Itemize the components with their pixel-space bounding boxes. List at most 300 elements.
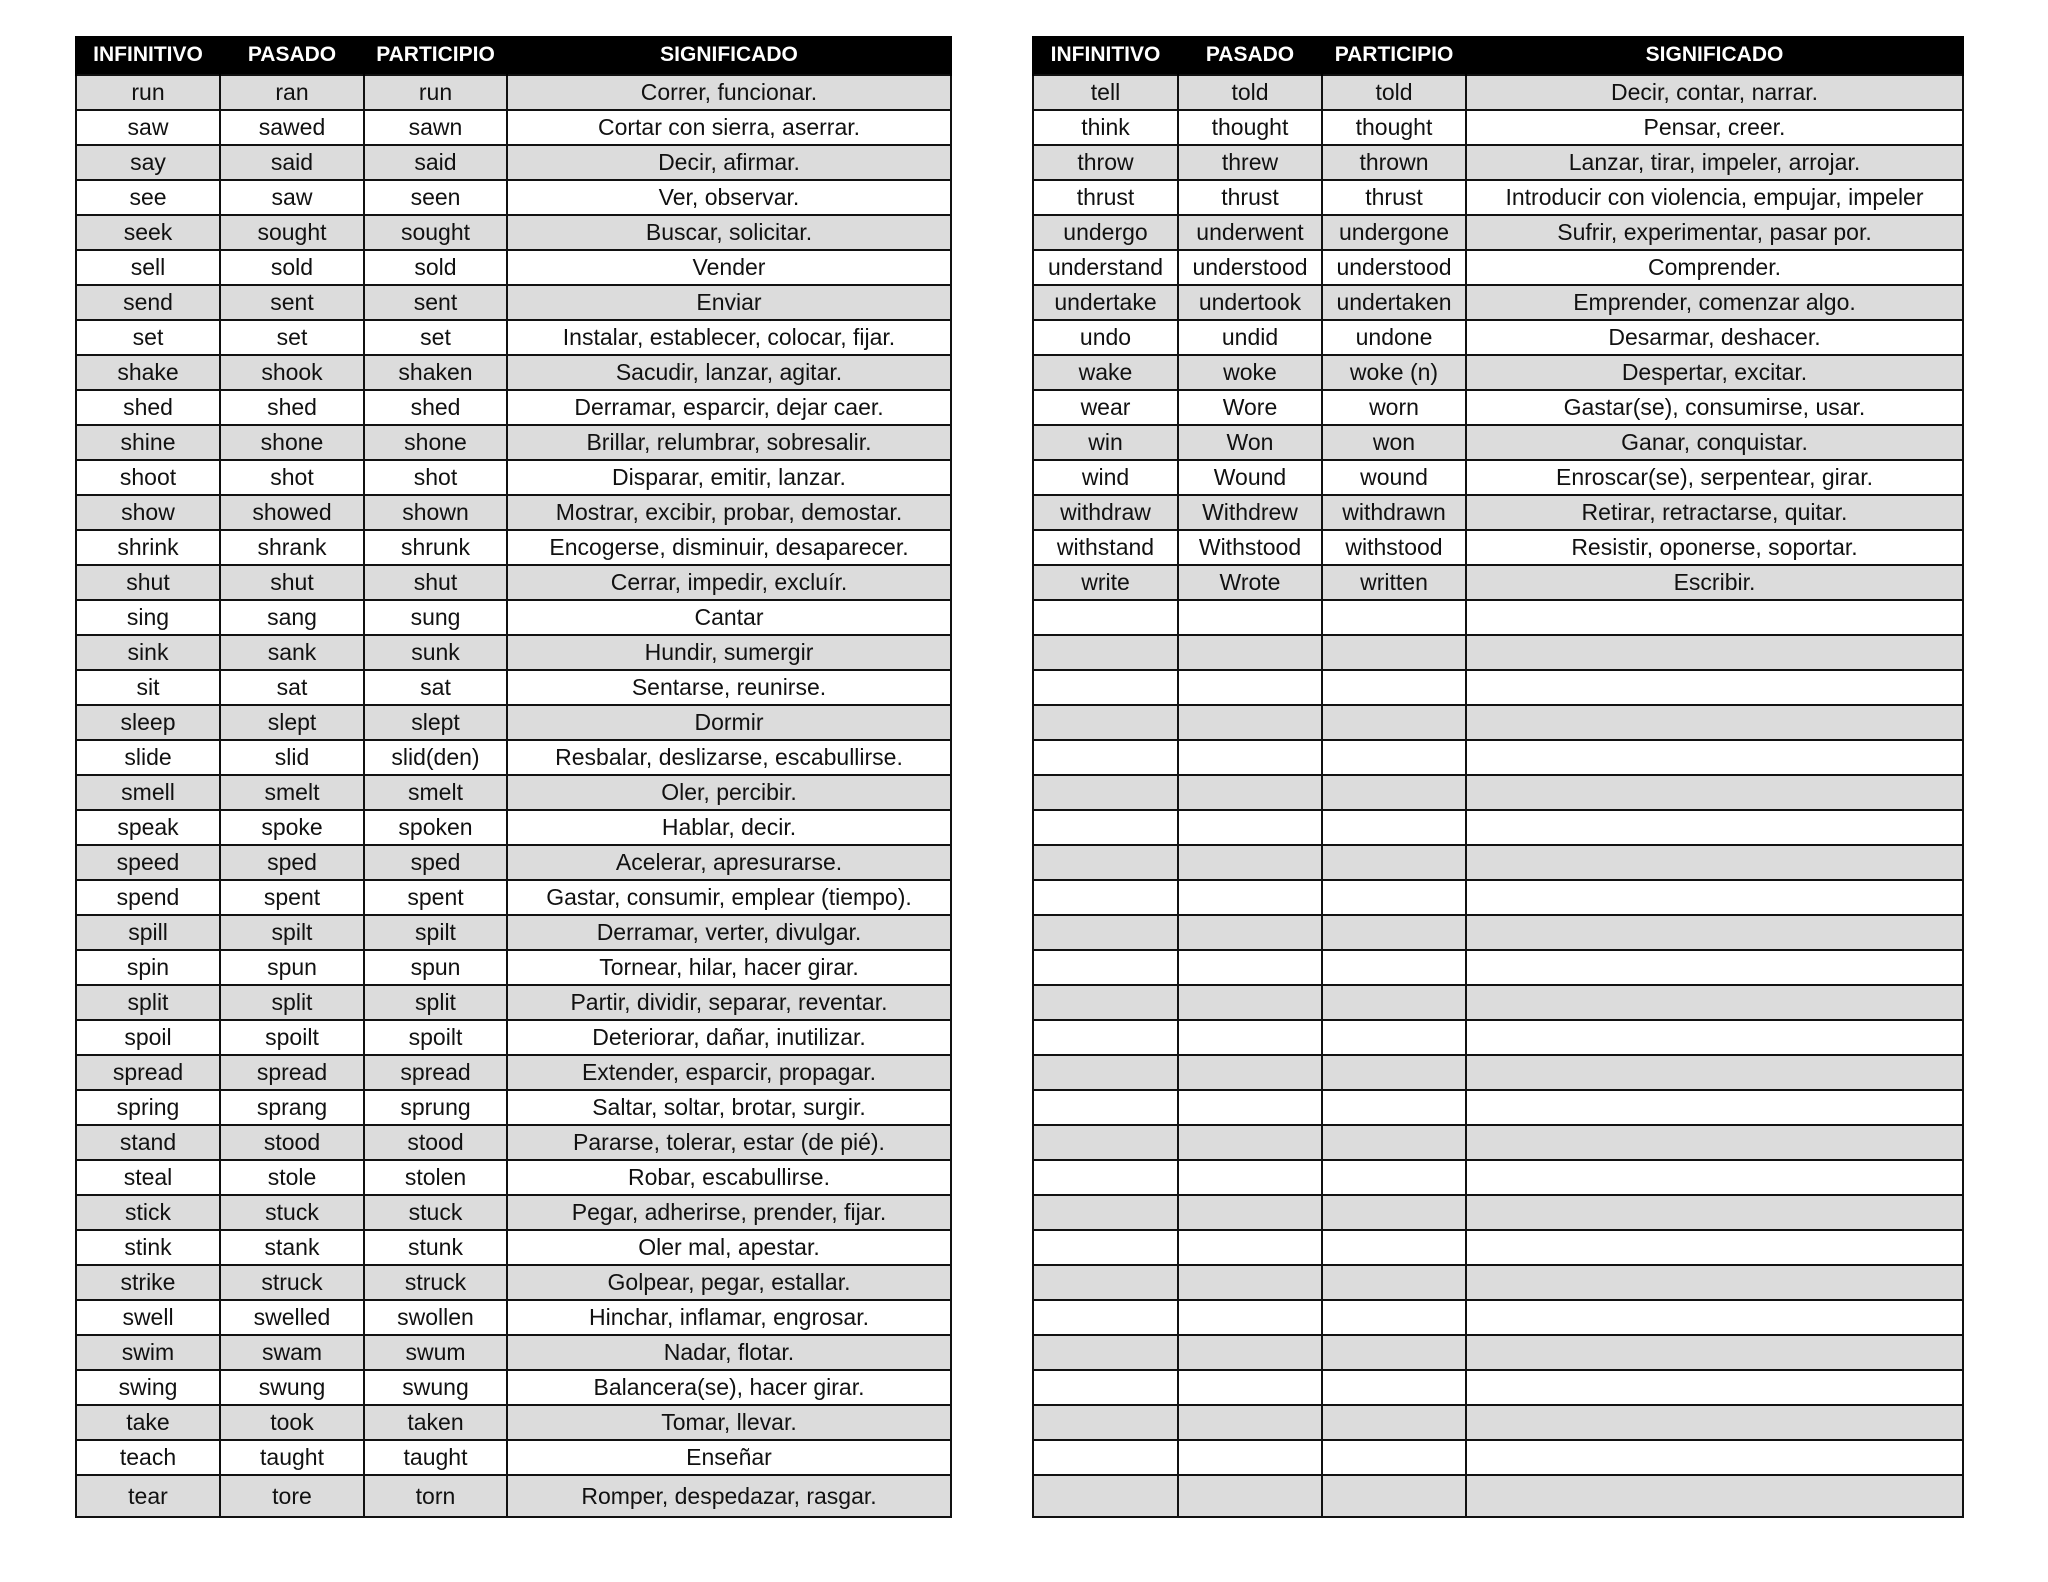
cell-infinitivo [1033, 1195, 1178, 1230]
cell-participio: sold [364, 250, 507, 285]
cell-infinitivo: shrink [76, 530, 220, 565]
empty-table-row [1033, 705, 1963, 740]
cell-infinitivo: wind [1033, 460, 1178, 495]
cell-infinitivo: speed [76, 845, 220, 880]
cell-significado: Gastar(se), consumirse, usar. [1466, 390, 1963, 425]
table-row [1033, 565, 1963, 600]
cell-significado: Decir, afirmar. [507, 145, 951, 180]
cell-infinitivo: say [76, 145, 220, 180]
cell-participio: woke (n) [1322, 355, 1466, 390]
cell-participio: thrown [1322, 145, 1466, 180]
cell-infinitivo [1033, 845, 1178, 880]
cell-pasado: showed [220, 495, 364, 530]
cell-pasado [1178, 705, 1322, 740]
cell-participio: spoken [364, 810, 507, 845]
cell-participio: sped [364, 845, 507, 880]
cell-participio: sawn [364, 110, 507, 145]
cell-infinitivo [1033, 775, 1178, 810]
cell-infinitivo: shut [76, 565, 220, 600]
table-row [1033, 75, 1963, 110]
table-row [76, 810, 951, 845]
table-row [76, 1370, 951, 1405]
cell-participio: undone [1322, 320, 1466, 355]
cell-infinitivo: sit [76, 670, 220, 705]
cell-significado: Cantar [507, 600, 951, 635]
table-row [76, 1265, 951, 1300]
cell-pasado: shot [220, 460, 364, 495]
cell-pasado [1178, 1020, 1322, 1055]
empty-table-row [1033, 775, 1963, 810]
cell-participio: withstood [1322, 530, 1466, 565]
cell-pasado [1178, 1370, 1322, 1405]
cell-infinitivo: swell [76, 1300, 220, 1335]
table-row [1033, 285, 1963, 320]
cell-pasado [1178, 1475, 1322, 1517]
table-row [76, 1125, 951, 1160]
cell-infinitivo: wake [1033, 355, 1178, 390]
empty-table-row [1033, 1370, 1963, 1405]
cell-participio: won [1322, 425, 1466, 460]
cell-pasado: swam [220, 1335, 364, 1370]
table-row [1033, 495, 1963, 530]
cell-significado: Derramar, esparcir, dejar caer. [507, 390, 951, 425]
cell-pasado: Withdrew [1178, 495, 1322, 530]
table-row [76, 1195, 951, 1230]
cell-participio: shrunk [364, 530, 507, 565]
cell-infinitivo [1033, 740, 1178, 775]
cell-significado: Derramar, verter, divulgar. [507, 915, 951, 950]
cell-pasado [1178, 1335, 1322, 1370]
cell-infinitivo [1033, 1475, 1178, 1517]
cell-infinitivo [1033, 1230, 1178, 1265]
cell-participio: said [364, 145, 507, 180]
cell-participio [1322, 1265, 1466, 1300]
cell-participio: thought [1322, 110, 1466, 145]
table-row [1033, 320, 1963, 355]
cell-pasado: Wound [1178, 460, 1322, 495]
cell-infinitivo [1033, 1405, 1178, 1440]
cell-pasado: sought [220, 215, 364, 250]
header-significado: SIGNIFICADO [1466, 36, 1963, 75]
header-pasado: PASADO [1178, 36, 1322, 75]
cell-pasado: spread [220, 1055, 364, 1090]
cell-significado: Golpear, pegar, estallar. [507, 1265, 951, 1300]
empty-table-row [1033, 1230, 1963, 1265]
cell-significado: Hinchar, inflamar, engrosar. [507, 1300, 951, 1335]
empty-table-row [1033, 1265, 1963, 1300]
cell-participio [1322, 845, 1466, 880]
cell-significado: Oler, percibir. [507, 775, 951, 810]
table-row [76, 1335, 951, 1370]
cell-participio: understood [1322, 250, 1466, 285]
cell-significado: Enroscar(se), serpentear, girar. [1466, 460, 1963, 495]
empty-table-row [1033, 845, 1963, 880]
cell-significado [1466, 635, 1963, 670]
table-row [76, 845, 951, 880]
cell-participio: withdrawn [1322, 495, 1466, 530]
cell-pasado: swelled [220, 1300, 364, 1335]
cell-infinitivo: set [76, 320, 220, 355]
cell-participio [1322, 775, 1466, 810]
table-row [1033, 530, 1963, 565]
cell-participio: worn [1322, 390, 1466, 425]
cell-significado: Sacudir, lanzar, agitar. [507, 355, 951, 390]
cell-participio [1322, 915, 1466, 950]
cell-pasado: shed [220, 390, 364, 425]
cell-infinitivo: understand [1033, 250, 1178, 285]
cell-pasado: sat [220, 670, 364, 705]
table-row [76, 460, 951, 495]
cell-infinitivo [1033, 810, 1178, 845]
cell-pasado: spent [220, 880, 364, 915]
cell-significado: Balancera(se), hacer girar. [507, 1370, 951, 1405]
cell-pasado: Wore [1178, 390, 1322, 425]
table-row [76, 775, 951, 810]
cell-pasado: shook [220, 355, 364, 390]
cell-infinitivo: shed [76, 390, 220, 425]
cell-participio [1322, 600, 1466, 635]
cell-pasado: undertook [1178, 285, 1322, 320]
cell-significado: Tomar, llevar. [507, 1405, 951, 1440]
cell-pasado: stood [220, 1125, 364, 1160]
cell-participio: shone [364, 425, 507, 460]
table-row [76, 425, 951, 460]
cell-participio: swollen [364, 1300, 507, 1335]
cell-pasado [1178, 1300, 1322, 1335]
empty-table-row [1033, 1125, 1963, 1160]
cell-infinitivo: speak [76, 810, 220, 845]
table-row [76, 1300, 951, 1335]
cell-infinitivo: withdraw [1033, 495, 1178, 530]
cell-infinitivo [1033, 915, 1178, 950]
cell-pasado: spoilt [220, 1020, 364, 1055]
cell-significado [1466, 1125, 1963, 1160]
cell-participio: spent [364, 880, 507, 915]
cell-pasado: set [220, 320, 364, 355]
cell-significado: Resistir, oponerse, soportar. [1466, 530, 1963, 565]
cell-significado [1466, 1020, 1963, 1055]
table-row [1033, 390, 1963, 425]
cell-participio [1322, 635, 1466, 670]
cell-participio: smelt [364, 775, 507, 810]
cell-participio: slid(den) [364, 740, 507, 775]
cell-significado [1466, 1440, 1963, 1475]
cell-participio: told [1322, 75, 1466, 110]
empty-table-row [1033, 1055, 1963, 1090]
cell-infinitivo [1033, 705, 1178, 740]
header-pasado: PASADO [220, 36, 364, 75]
cell-infinitivo [1033, 635, 1178, 670]
cell-significado: Sentarse, reunirse. [507, 670, 951, 705]
cell-participio: sunk [364, 635, 507, 670]
cell-participio: spoilt [364, 1020, 507, 1055]
cell-significado: Pensar, creer. [1466, 110, 1963, 145]
cell-infinitivo [1033, 1335, 1178, 1370]
cell-pasado: shut [220, 565, 364, 600]
cell-significado [1466, 600, 1963, 635]
cell-infinitivo: tear [76, 1475, 220, 1517]
table-row [1033, 110, 1963, 145]
cell-pasado: ran [220, 75, 364, 110]
cell-participio: run [364, 75, 507, 110]
cell-pasado: spilt [220, 915, 364, 950]
cell-infinitivo: spoil [76, 1020, 220, 1055]
cell-pasado [1178, 1195, 1322, 1230]
cell-infinitivo [1033, 1265, 1178, 1300]
cell-participio: spilt [364, 915, 507, 950]
cell-significado: Romper, despedazar, rasgar. [507, 1475, 951, 1517]
cell-significado [1466, 1265, 1963, 1300]
cell-pasado: sent [220, 285, 364, 320]
table-row [76, 215, 951, 250]
cell-participio: seen [364, 180, 507, 215]
cell-significado: Brillar, relumbrar, sobresalir. [507, 425, 951, 460]
cell-pasado [1178, 1090, 1322, 1125]
cell-participio [1322, 1405, 1466, 1440]
cell-pasado: sank [220, 635, 364, 670]
cell-significado: Saltar, soltar, brotar, surgir. [507, 1090, 951, 1125]
cell-significado: Comprender. [1466, 250, 1963, 285]
cell-participio [1322, 880, 1466, 915]
cell-pasado: spun [220, 950, 364, 985]
cell-significado: Enseñar [507, 1440, 951, 1475]
cell-participio: spun [364, 950, 507, 985]
cell-participio: slept [364, 705, 507, 740]
cell-pasado: underwent [1178, 215, 1322, 250]
cell-infinitivo: stand [76, 1125, 220, 1160]
table-row [76, 1475, 951, 1517]
cell-significado: Correr, funcionar. [507, 75, 951, 110]
table-row [76, 180, 951, 215]
cell-significado: Retirar, retractarse, quitar. [1466, 495, 1963, 530]
cell-participio [1322, 670, 1466, 705]
header-significado: SIGNIFICADO [507, 36, 951, 75]
cell-infinitivo: shake [76, 355, 220, 390]
cell-pasado: Withstood [1178, 530, 1322, 565]
cell-pasado: stank [220, 1230, 364, 1265]
cell-participio: sprung [364, 1090, 507, 1125]
verb-table-left [75, 36, 952, 1518]
table-row [76, 1160, 951, 1195]
cell-participio: spread [364, 1055, 507, 1090]
cell-participio: taken [364, 1405, 507, 1440]
cell-infinitivo [1033, 1440, 1178, 1475]
cell-infinitivo: stink [76, 1230, 220, 1265]
table-row [76, 915, 951, 950]
empty-table-row [1033, 1090, 1963, 1125]
cell-significado: Deteriorar, dañar, inutilizar. [507, 1020, 951, 1055]
cell-participio: shut [364, 565, 507, 600]
cell-significado: Buscar, solicitar. [507, 215, 951, 250]
header-participio: PARTICIPIO [1322, 36, 1466, 75]
cell-infinitivo: show [76, 495, 220, 530]
cell-pasado [1178, 1160, 1322, 1195]
cell-infinitivo [1033, 1090, 1178, 1125]
cell-pasado: told [1178, 75, 1322, 110]
table-row [76, 285, 951, 320]
cell-infinitivo: swim [76, 1335, 220, 1370]
cell-infinitivo: throw [1033, 145, 1178, 180]
empty-table-row [1033, 1020, 1963, 1055]
cell-participio [1322, 1195, 1466, 1230]
cell-infinitivo: swing [76, 1370, 220, 1405]
cell-participio [1322, 705, 1466, 740]
cell-significado: Ver, observar. [507, 180, 951, 215]
empty-table-row [1033, 1160, 1963, 1195]
cell-participio: stolen [364, 1160, 507, 1195]
cell-significado: Despertar, excitar. [1466, 355, 1963, 390]
cell-infinitivo: sink [76, 635, 220, 670]
cell-infinitivo: shine [76, 425, 220, 460]
cell-participio: undergone [1322, 215, 1466, 250]
cell-significado [1466, 985, 1963, 1020]
verb-table-right [1032, 36, 1964, 1518]
cell-significado: Pegar, adherirse, prender, fijar. [507, 1195, 951, 1230]
cell-infinitivo [1033, 1055, 1178, 1090]
cell-participio [1322, 985, 1466, 1020]
cell-infinitivo [1033, 1020, 1178, 1055]
cell-significado [1466, 950, 1963, 985]
cell-participio: sung [364, 600, 507, 635]
cell-significado [1466, 1335, 1963, 1370]
cell-significado: Encogerse, disminuir, desaparecer. [507, 530, 951, 565]
cell-pasado: thrust [1178, 180, 1322, 215]
table-row [76, 670, 951, 705]
table-row [76, 495, 951, 530]
cell-significado [1466, 1475, 1963, 1517]
table-row [76, 1090, 951, 1125]
cell-pasado: Wrote [1178, 565, 1322, 600]
cell-participio: shown [364, 495, 507, 530]
cell-significado [1466, 670, 1963, 705]
cell-infinitivo: stick [76, 1195, 220, 1230]
cell-participio [1322, 1020, 1466, 1055]
cell-infinitivo: strike [76, 1265, 220, 1300]
cell-pasado [1178, 635, 1322, 670]
cell-infinitivo [1033, 950, 1178, 985]
cell-pasado [1178, 1125, 1322, 1160]
cell-pasado: stuck [220, 1195, 364, 1230]
cell-significado [1466, 1055, 1963, 1090]
cell-infinitivo: split [76, 985, 220, 1020]
cell-pasado: swung [220, 1370, 364, 1405]
table-row [1033, 460, 1963, 495]
empty-table-row [1033, 1195, 1963, 1230]
cell-pasado: sang [220, 600, 364, 635]
cell-infinitivo: win [1033, 425, 1178, 460]
cell-pasado: slept [220, 705, 364, 740]
table-row [76, 985, 951, 1020]
cell-pasado: said [220, 145, 364, 180]
cell-infinitivo: spin [76, 950, 220, 985]
table-row [76, 740, 951, 775]
cell-significado [1466, 1230, 1963, 1265]
cell-participio [1322, 1370, 1466, 1405]
cell-pasado [1178, 1405, 1322, 1440]
cell-pasado [1178, 1230, 1322, 1265]
table-header-row [76, 36, 951, 75]
cell-participio [1322, 1125, 1466, 1160]
cell-significado [1466, 1300, 1963, 1335]
cell-pasado [1178, 1440, 1322, 1475]
cell-pasado: smelt [220, 775, 364, 810]
cell-significado: Hundir, sumergir [507, 635, 951, 670]
cell-pasado: threw [1178, 145, 1322, 180]
cell-significado: Dormir [507, 705, 951, 740]
cell-significado [1466, 740, 1963, 775]
cell-pasado [1178, 845, 1322, 880]
cell-infinitivo [1033, 1370, 1178, 1405]
cell-infinitivo: sell [76, 250, 220, 285]
cell-infinitivo: teach [76, 1440, 220, 1475]
cell-pasado: understood [1178, 250, 1322, 285]
cell-infinitivo [1033, 600, 1178, 635]
cell-pasado [1178, 915, 1322, 950]
table-row [76, 705, 951, 740]
cell-infinitivo [1033, 985, 1178, 1020]
empty-table-row [1033, 1300, 1963, 1335]
cell-infinitivo [1033, 1300, 1178, 1335]
table-row [76, 950, 951, 985]
cell-infinitivo: spill [76, 915, 220, 950]
cell-participio: split [364, 985, 507, 1020]
cell-participio: swum [364, 1335, 507, 1370]
cell-significado: Tornear, hilar, hacer girar. [507, 950, 951, 985]
cell-significado: Robar, escabullirse. [507, 1160, 951, 1195]
cell-infinitivo: sleep [76, 705, 220, 740]
cell-significado [1466, 880, 1963, 915]
empty-table-row [1033, 670, 1963, 705]
cell-participio [1322, 1160, 1466, 1195]
empty-table-row [1033, 1335, 1963, 1370]
cell-infinitivo: think [1033, 110, 1178, 145]
cell-infinitivo: send [76, 285, 220, 320]
table-body-left [76, 75, 951, 1517]
empty-table-row [1033, 1405, 1963, 1440]
cell-significado: Gastar, consumir, emplear (tiempo). [507, 880, 951, 915]
cell-pasado: saw [220, 180, 364, 215]
cell-participio: struck [364, 1265, 507, 1300]
cell-pasado: sped [220, 845, 364, 880]
empty-table-row [1033, 635, 1963, 670]
cell-participio: sent [364, 285, 507, 320]
cell-pasado: took [220, 1405, 364, 1440]
table-row [76, 1055, 951, 1090]
cell-pasado [1178, 1265, 1322, 1300]
cell-significado: Ganar, conquistar. [1466, 425, 1963, 460]
empty-table-row [1033, 880, 1963, 915]
table-row [76, 1230, 951, 1265]
table-row [76, 600, 951, 635]
cell-participio: thrust [1322, 180, 1466, 215]
cell-significado: Emprender, comenzar algo. [1466, 285, 1963, 320]
cell-significado: Vender [507, 250, 951, 285]
cell-significado: Escribir. [1466, 565, 1963, 600]
cell-significado: Introducir con violencia, empujar, impeler [1466, 180, 1963, 215]
table-row [1033, 355, 1963, 390]
cell-significado: Instalar, establecer, colocar, fijar. [507, 320, 951, 355]
cell-infinitivo: steal [76, 1160, 220, 1195]
table-row [76, 390, 951, 425]
cell-pasado [1178, 810, 1322, 845]
cell-infinitivo: undergo [1033, 215, 1178, 250]
cell-pasado: sprang [220, 1090, 364, 1125]
cell-participio: taught [364, 1440, 507, 1475]
cell-pasado: shrank [220, 530, 364, 565]
cell-infinitivo: withstand [1033, 530, 1178, 565]
cell-significado: Desarmar, deshacer. [1466, 320, 1963, 355]
cell-infinitivo: spread [76, 1055, 220, 1090]
